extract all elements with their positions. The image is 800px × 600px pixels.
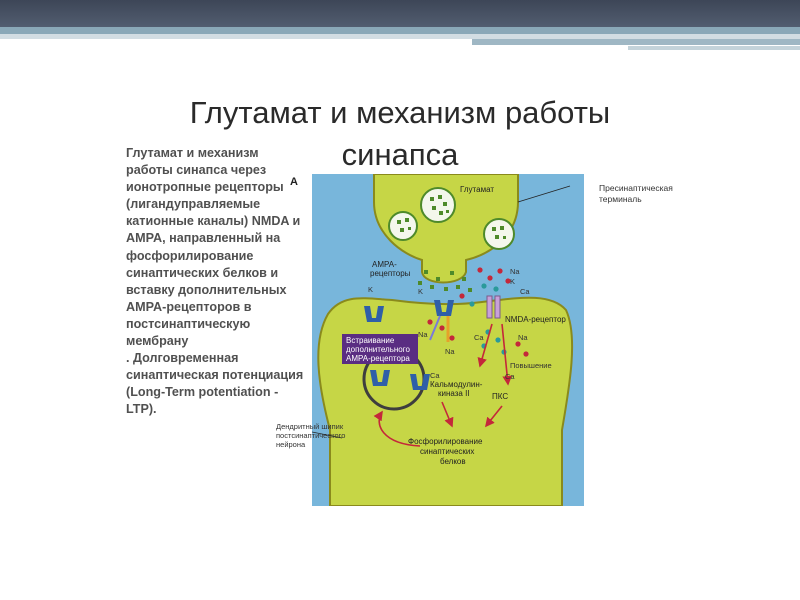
k-label: K [418,287,424,296]
side-text [126,145,306,419]
insertion-line-2: дополнительного [346,345,410,354]
ca-label: Ca [474,333,484,342]
insertion-line-3: AMPA-рецептора [346,354,410,363]
ampa-receptors-label-1: AMPA- [372,260,397,269]
ca-label: Ca [430,371,440,380]
top-bar [0,0,800,27]
decor-stripe [472,39,800,45]
na-label: Na [418,330,428,339]
phosphorylation-label-1: Фосфорилирование [408,437,483,446]
camk-label-2: киназа II [438,389,470,398]
ca-label: Ca [520,287,530,296]
k-label: K [510,277,516,286]
na-label: Na [518,333,528,342]
ca-label: Ca [505,372,515,381]
postsynaptic-spine [318,298,572,506]
ampa-receptors-label-2: рецепторы [370,269,411,278]
insertion-box [342,334,418,364]
glutamate-label: Глутамат [460,185,495,194]
slide-title: Глутамат и механизм работы синапса [189,95,611,172]
na-label: Na [510,267,520,276]
synapse-diagram [312,174,584,506]
increase-label: Повышение [510,361,552,370]
insertion-line-1: Встраивание [346,336,395,345]
phosphorylation-label-3: белков [440,457,466,466]
dendritic-spine-label: Дендритный шипик постсинаптического нейрона [276,422,346,449]
pkc-label: ПКС [492,392,509,401]
camk-label-1: Кальмодулин- [430,380,483,389]
phosphorylation-label-2: синаптических [420,447,475,456]
side-paragraph-1: Глутамат и механизм работы синапса через ионотропные рецепторы (лигандуправляемые катионные каналы) NMDA и AMPA, направленный на фосфорилирование синаптических белков и вставку дополнительных AMPA-рецепторов в постсинаптическую мембрану [126,146,301,349]
presynaptic-label: Пресинаптическая терминаль [599,183,673,204]
vesicle [421,188,455,222]
decor-stripe-small [628,46,800,50]
nmda-receptor-label: NMDA-рецептор [505,315,566,324]
vesicle [484,219,514,249]
top-band [0,27,800,34]
side-paragraph-2: . Долговременная синаптическая потенциация (Long-Term potentiation - LTP). [126,351,304,417]
k-label: K [368,285,374,294]
vesicle [389,212,417,240]
na-label: Na [445,347,455,356]
panel-letter: A [290,176,298,188]
